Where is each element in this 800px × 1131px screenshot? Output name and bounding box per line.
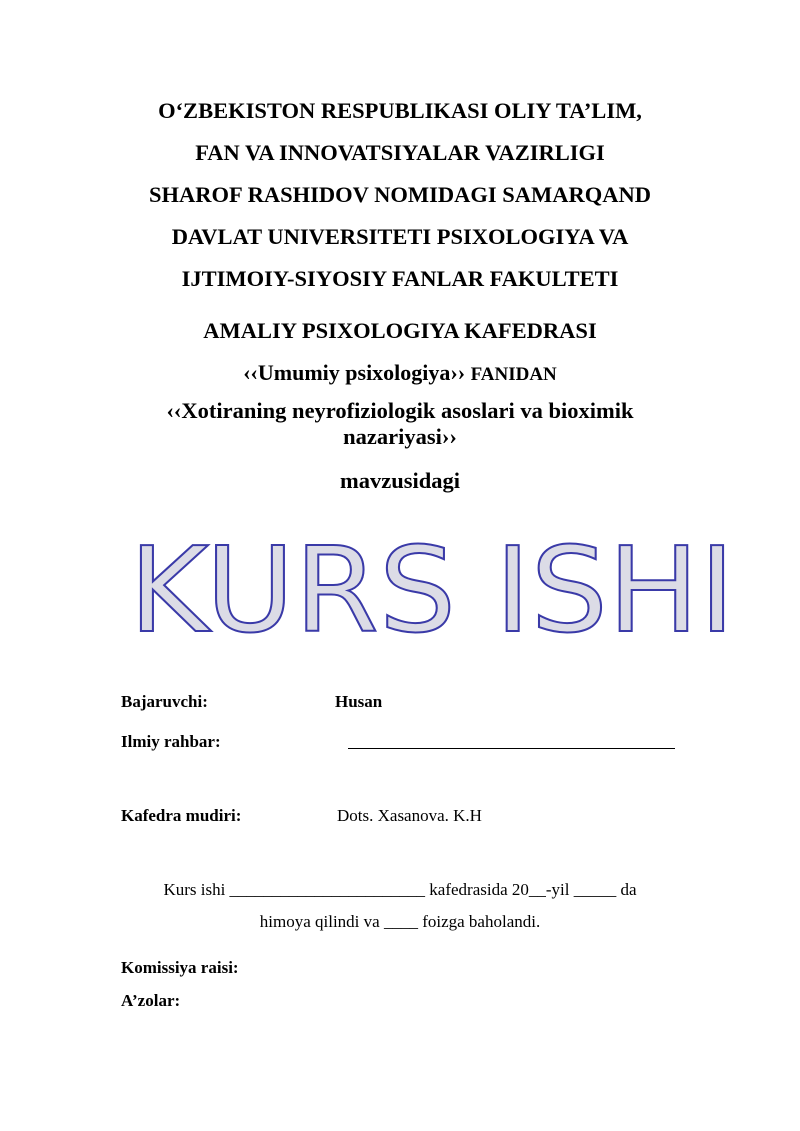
supervisor-blank-line <box>348 748 675 749</box>
commission-members-label: A’zolar: <box>121 991 181 1010</box>
ministry-header <box>0 90 800 300</box>
subject-suffix: FANIDAN <box>470 364 557 385</box>
department-title: AMALIY PSIXOLOGIYA KAFEDRASI <box>203 318 597 343</box>
commission-chair-label: Komissiya raisi: <box>121 958 239 977</box>
header-line-3: SHAROF RASHIDOV NOMIDAGI SAMARQAND <box>149 182 651 207</box>
subject-line <box>0 358 800 390</box>
head-of-department-label: Kafedra mudiri: <box>121 806 242 825</box>
header-line-2: FAN VA INNOVATSIYALAR VAZIRLIGI <box>195 140 605 165</box>
course-work-title-text: KURS ISHI <box>129 521 735 655</box>
topic-line-1: ‹‹Xotiraning neyrofiziologik asoslari va bioximik <box>166 398 634 423</box>
performer-label: Bajaruvchi: <box>121 692 208 711</box>
header-line-4: DAVLAT UNIVERSITETI PSIXOLOGIYA VA <box>171 224 629 249</box>
defense-line-1: Kurs ishi _______________________ kafedrasida 20__-yil _____ da <box>163 880 637 899</box>
head-of-department-value: Dots. Xasanova. K.H <box>337 806 482 825</box>
course-work-title <box>0 520 800 655</box>
header-line-5: IJTIMOIY-SIYOSIY FANLAR FAKULTETI <box>181 266 619 291</box>
topic-title <box>140 398 660 450</box>
subject-name: ‹‹Umumiy psixologiya›› <box>243 360 466 385</box>
topic-suffix: mavzusidagi <box>339 468 460 493</box>
supervisor-label: Ilmiy rahbar: <box>121 732 221 751</box>
course-work-title-graphic <box>0 520 800 655</box>
header-line-1: O‘ZBEKISTON RESPUBLIKASI OLIY TA’LIM, <box>158 98 642 123</box>
performer-value: Husan <box>335 692 383 711</box>
topic-line-2: nazariyasi›› <box>343 424 457 449</box>
defense-line-2: himoya qilindi va ____ foizga baholandi. <box>259 912 541 931</box>
